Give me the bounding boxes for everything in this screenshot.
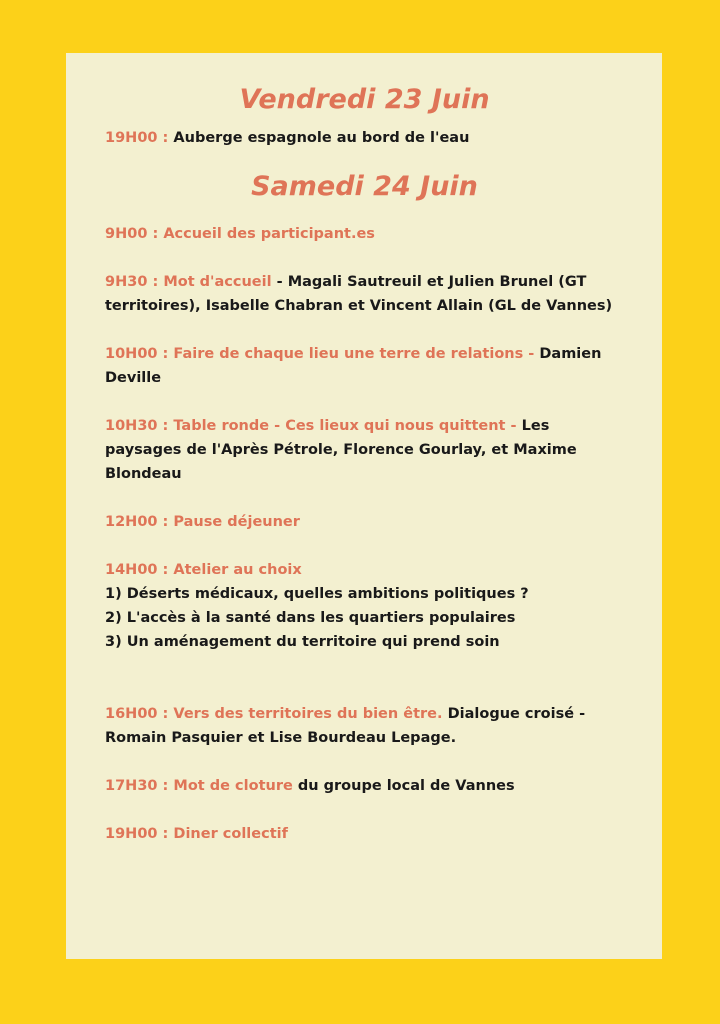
event-time: 9H00 : <box>105 226 159 242</box>
saturday-title: Samedi 24 Juin <box>251 171 478 202</box>
saturday-event-4 <box>105 414 624 486</box>
event-highlight: Vers des territoires du bien être. <box>173 706 443 722</box>
event-time: 14H00 : <box>105 562 169 578</box>
workshop-option-2: 2) L'accès à la santé dans les quartiers populaires <box>105 610 516 626</box>
saturday-event-8 <box>105 774 624 798</box>
event-time: 19H00 : <box>105 130 169 146</box>
event-time: 12H00 : <box>105 514 169 530</box>
event-highlight: Faire de chaque lieu une terre de relations - <box>173 346 535 362</box>
event-highlight: Atelier au choix <box>173 562 302 578</box>
saturday-event-9 <box>105 822 624 846</box>
saturday-event-6 <box>105 558 624 654</box>
event-time: 10H00 : <box>105 346 169 362</box>
event-text: du groupe local de Vannes <box>297 778 515 794</box>
event-highlight: Diner collectif <box>173 826 288 842</box>
event-time: 10H30 : <box>105 418 169 434</box>
event-time: 19H00 : <box>105 826 169 842</box>
saturday-event-3 <box>105 342 624 390</box>
saturday-event-2 <box>105 270 624 318</box>
event-highlight: Mot de cloture <box>173 778 293 794</box>
event-highlight: Table ronde - Ces lieux qui nous quittent - <box>173 418 517 434</box>
event-text: Damien Deville <box>105 346 602 386</box>
event-time: 9H30 : <box>105 274 159 290</box>
workshop-option-3: 3) Un aménagement du territoire qui prend soin <box>105 634 500 650</box>
friday-event-1 <box>105 126 624 150</box>
friday-title: Vendredi 23 Juin <box>239 84 490 115</box>
saturday-event-5 <box>105 510 624 534</box>
event-text: Dialogue croisé - Romain Pasquier et Lise Bourdeau Lepage. <box>105 706 586 746</box>
event-highlight: Pause déjeuner <box>173 514 300 530</box>
event-time: 17H30 : <box>105 778 169 794</box>
program-card <box>66 53 662 959</box>
event-text: - Magali Sautreuil et Julien Brunel (GT territoires), Isabelle Chabran et Vincent Allain (GL de Vannes) <box>105 274 613 314</box>
workshop-option-1: 1) Déserts médicaux, quelles ambitions politiques ? <box>105 586 529 602</box>
event-highlight: Accueil des participant.es <box>163 226 375 242</box>
event-time: 16H00 : <box>105 706 169 722</box>
saturday-event-1 <box>105 222 624 246</box>
event-text: Auberge espagnole au bord de l'eau <box>173 130 470 146</box>
event-highlight: Mot d'accueil <box>163 274 272 290</box>
event-text: Les paysages de l'Après Pétrole, Florence Gourlay, et Maxime Blondeau <box>105 418 577 482</box>
saturday-event-7 <box>105 702 624 750</box>
